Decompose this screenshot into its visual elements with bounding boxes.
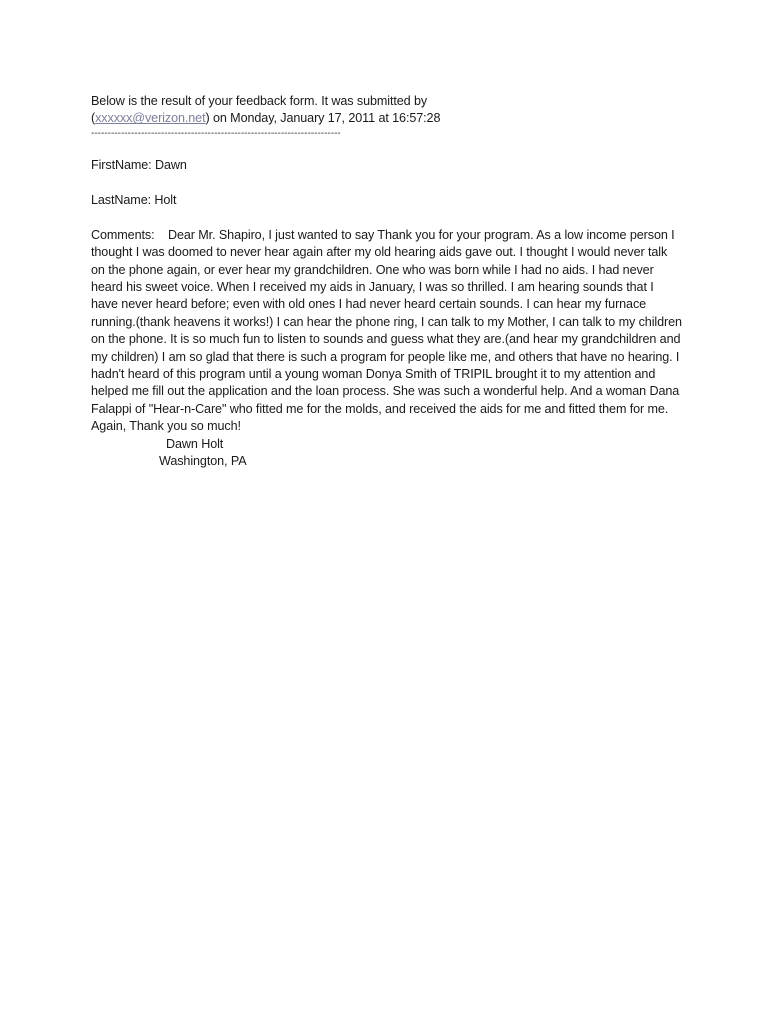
separator-line: --------------------------------------------------------------------------- (91, 127, 341, 139)
email-link[interactable]: xxxxxx@verizon.net (95, 111, 206, 126)
comments-field (91, 227, 683, 436)
signature-place: Washington, PA (159, 454, 247, 469)
intro-line-1: Below is the result of your feedback form. It was submitted by (91, 94, 428, 108)
spacer (91, 140, 691, 157)
spacer (91, 175, 691, 192)
submission-date: ) on Monday, January 17, 2011 at 16:57:28 (205, 111, 441, 126)
signature-name: Dawn Holt (166, 436, 224, 451)
comments-text: Dear Mr. Shapiro, I just wanted to say Thank you for your program. As a low income person I thought I was doomed to never hear again after my old hearing aids gave out. I thought I would never talk on the phone again, or ever hear my grandchildren. One who was born while I had no aids. I had never heard his sweet voice. When I received my aids in January, I was so thrilled. I am hearing sounds that I have never heard before; even with old ones I had never heard certain sounds. I can hear my furnace running.(thank heavens it works!) I can hear the phone ring, I can talk to my Mother, I can talk to my children on the phone. It is so much fun to listen to sounds and guess what they are.(and hear my grandchildren and my children) I am so glad that there is such a program for people like me, and others that have no hearing. I hadn't heard of this program until a young woman Donya Smith of TRIPIL brought it to my attention and helped me fill out the application and the loan process. She was such a wonderful help. And a woman Dana Falappi of "Hear-n-Care" who fitted me for the molds, and received the aids for me and fitted them for me. Again, Thank you so much! (91, 227, 682, 434)
intro-line-2 (91, 110, 691, 127)
comments-label: Comments: (91, 227, 155, 242)
first-name-field: FirstName: Dawn (91, 158, 187, 173)
feedback-document (91, 93, 691, 470)
last-name-field: LastName: Holt (91, 193, 177, 207)
open-paren: ( (91, 111, 96, 126)
spacer (91, 209, 691, 226)
